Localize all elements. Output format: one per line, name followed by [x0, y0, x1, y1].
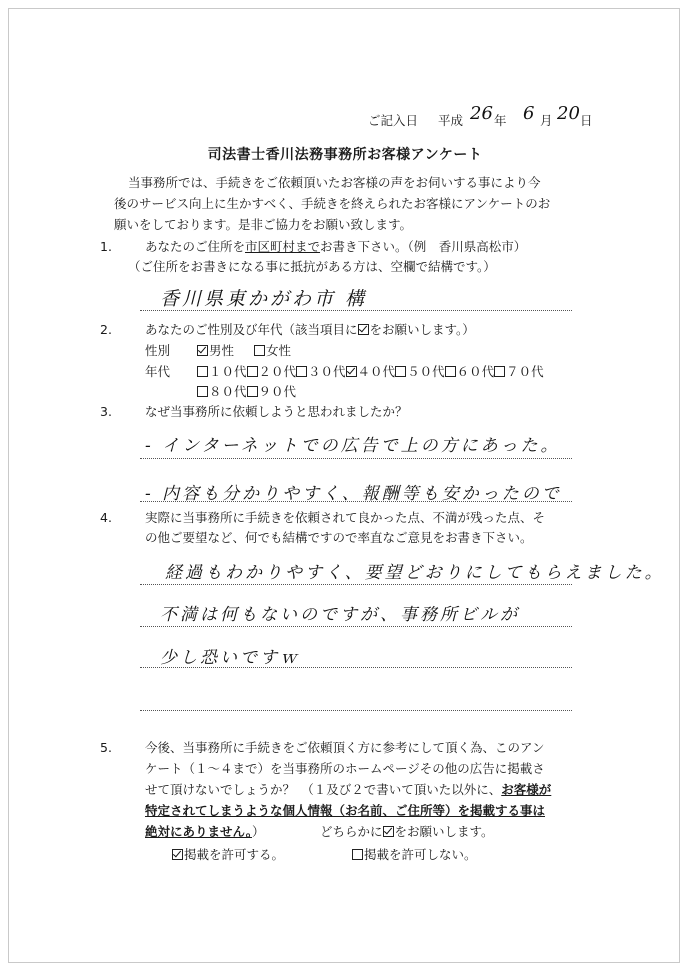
q3-answer-line-2 — [140, 501, 572, 502]
q1-answer-handwriting: 香川県東かがわ市 構 — [160, 288, 368, 310]
intro-line-3: 願いをしております。是非ご協力をお願い致します。 — [114, 217, 413, 232]
checkbox-mark-icon — [358, 324, 369, 335]
date-year: 26 — [470, 103, 493, 124]
publish-deny-option[interactable]: 掲載を許可しない。 — [352, 847, 477, 863]
q4-answer-1-handwriting: 経過もわかりやすく、要望どおりにしてもらえました。 — [165, 563, 665, 583]
survey-title: 司法書士香川法務事務所お客様アンケート — [207, 147, 483, 163]
empty-box-icon — [352, 849, 363, 860]
age-option-40s[interactable]: ４０代 — [346, 364, 396, 379]
age-label: 年代 — [145, 364, 171, 379]
q4-answer-line-1 — [140, 584, 572, 585]
q4-answer-line-3 — [140, 667, 572, 668]
gender-female-option[interactable]: 女性 — [254, 343, 291, 359]
q5-line-2: ケート（１～４まで）を当事務所のホームページその他の広告に掲載さ — [145, 761, 545, 776]
intro-line-1: 当事務所では、手続きをご依頼頂いたお客様の声をお伺いする事により今 — [128, 175, 541, 190]
intro-line-2: 後のサービス向上に生かすべく、手続きを終えられたお客様にアンケートのお — [114, 196, 551, 211]
age-option-50s[interactable]: ５０代 — [395, 364, 445, 379]
q4-answer-2-handwriting: 不満は何もないのですが、事務所ビルが — [160, 605, 520, 625]
q2-number: 2. — [100, 322, 112, 337]
date-month-unit: 月 — [540, 113, 553, 128]
q3-answer-line-1 — [140, 458, 572, 459]
q4-question-line-1: 実際に当事務所に手続きを依頼されて良かった点、不満が残った点、そ — [145, 510, 546, 525]
q3-number: 3. — [100, 404, 112, 419]
q5-line-4: 特定されてしまうような個人情報（お名前、ご住所等）を掲載する事は — [145, 803, 546, 818]
age-option-30s[interactable]: ３０代 — [296, 364, 346, 379]
checkbox-mark-icon — [383, 826, 394, 837]
q4-answer-3-handwriting: 少し恐いですｗ — [160, 648, 300, 668]
q3-answer-2-handwriting: - 内容も分かりやすく、報酬等も安かったので — [145, 484, 562, 504]
q5-number: 5. — [100, 740, 112, 755]
q5-line-1: 今後、当事務所に手続きをご依頼頂く方に参考にして頂く為、このアン — [145, 740, 545, 755]
date-day: 20 — [557, 103, 580, 124]
age-option-10s[interactable]: １０代 — [197, 364, 247, 379]
age-options-row-1 — [197, 364, 544, 380]
gender-label: 性別 — [145, 343, 171, 358]
age-option-90s[interactable]: ９０代 — [247, 384, 297, 399]
age-option-80s[interactable]: ８０代 — [197, 384, 247, 399]
date-label: ご記入日 — [368, 113, 419, 128]
q4-answer-line-2 — [140, 626, 572, 627]
checked-box-icon — [197, 345, 208, 356]
q4-answer-line-4 — [140, 710, 572, 711]
q5-line-5: 絶対にありません。） — [145, 824, 265, 839]
age-option-70s[interactable]: ７０代 — [494, 364, 544, 379]
q1-number: 1. — [100, 239, 112, 254]
q4-number: 4. — [100, 510, 112, 525]
q5-line-3: せて頂けないでしょうか？ （１及び２で書いて頂いた以外に、お客様が — [145, 782, 552, 797]
date-month: 6 — [523, 103, 535, 124]
publish-allow-option[interactable]: 掲載を許可する。 — [172, 847, 284, 863]
empty-box-icon — [254, 345, 265, 356]
q5-instruction: どちらかに をお願いします。 — [320, 824, 494, 839]
checked-box-icon — [172, 849, 183, 860]
q3-answer-1-handwriting: - インターネットでの広告で上の方にあった。 — [145, 436, 561, 456]
q3-question: なぜ当事務所に依頼しようと思われましたか？ — [145, 404, 408, 419]
age-options-row-2 — [197, 384, 296, 400]
q4-question-line-2: の他ご要望など、何でも結構ですので率直なご意見をお書き下さい。 — [145, 530, 533, 545]
q2-question: あなたのご性別及び年代（該当項目に をお願いします。） — [145, 322, 475, 337]
age-option-60s[interactable]: ６０代 — [445, 364, 495, 379]
q1-question: あなたのご住所を市区町村までお書き下さい。（例 香川県高松市） — [145, 239, 527, 254]
date-era: 平成 — [438, 113, 464, 128]
date-day-unit: 日 — [580, 113, 593, 128]
date-year-unit: 年 — [494, 113, 507, 128]
q1-answer-line — [140, 310, 572, 311]
q1-note: （ご住所をお書きになる事に抵抗がある方は、空欄で結構です。） — [128, 259, 496, 274]
age-option-20s[interactable]: ２０代 — [247, 364, 297, 379]
gender-male-option[interactable]: 男性 — [197, 343, 234, 359]
